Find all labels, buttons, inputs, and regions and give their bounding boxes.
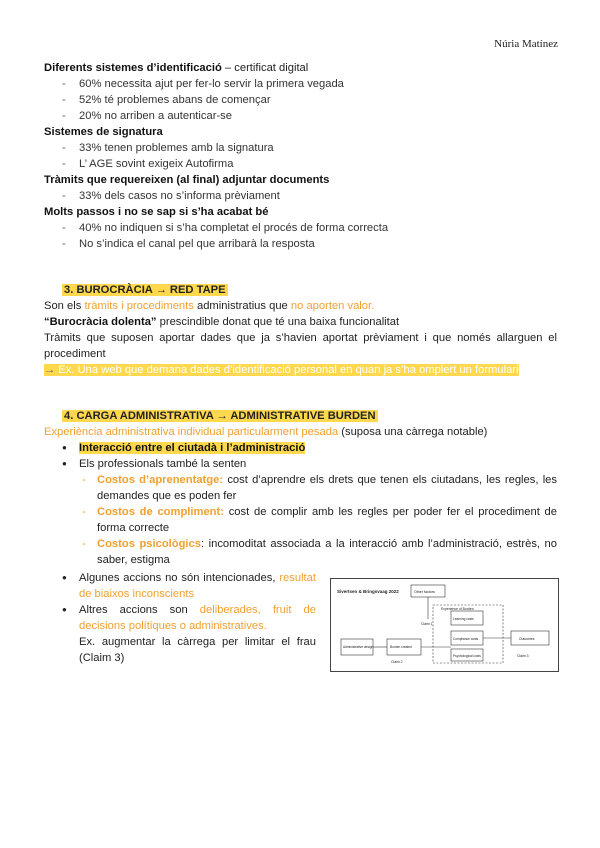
burden-diagram: [330, 578, 559, 672]
steps-list: [44, 220, 557, 252]
section4-list: [44, 440, 557, 472]
other-factors-label: Other factors: [414, 590, 435, 594]
list-item: - L’ AGE sovint exigeix Autofirma: [62, 156, 557, 172]
list-item: ● Altres accions son deliberades, fruit de decisions polítiques o administratives. Ex. augmentar la càrrega per limitar el frau (Claim 3): [62, 602, 316, 666]
section3-line1: Son els tràmits i procediments administratius que no aporten valor.: [44, 300, 375, 312]
signature-heading: Sistemes de signatura: [44, 126, 163, 138]
design-label: Administrative design: [343, 645, 374, 649]
list-item: - 60% necessita ajut per fer-lo servir la primera vegada: [62, 76, 557, 92]
list-item: - 52% té problemes abans de començar: [62, 92, 557, 108]
cost-item: - Costos d’aprenentatge: cost d’aprendre els drets que tenen els ciutadans, les regles, les demandes que es poden fer: [82, 472, 557, 504]
list-item: ● Algunes accions no són intencionades, resultat de biaixos inconscients: [62, 570, 316, 602]
list-item: - 33% tenen problemes amb la signatura: [62, 140, 557, 156]
documents-heading: Tràmits que requereixen (al final) adjuntar documents: [44, 174, 330, 186]
claim2-label: Claim 2: [391, 660, 403, 664]
list-item: - 33% dels casos no s’informa prèviament: [62, 188, 557, 204]
claim3-label: Claim 3: [517, 654, 529, 658]
outcome-label: Outcomes: [519, 637, 535, 641]
learning-label: Learning costs: [453, 617, 474, 621]
documents-list: [44, 188, 557, 204]
author-name: Núria Matínez: [494, 38, 558, 50]
list-item: - No s’indica el canal pel que arribarà la resposta: [62, 236, 557, 252]
section3-title: 3. BUROCRÀCIA → RED TAPE: [64, 284, 226, 296]
section4-list-2: [44, 570, 316, 666]
section4-intro: Experiència administrativa individual particularment pesada (suposa una càrrega notable): [44, 426, 488, 438]
experience-label: Experience of Burden: [441, 607, 474, 611]
psych-label: Psychological costs: [453, 654, 481, 658]
compliance-label: Compliance costs: [453, 637, 479, 641]
claim1-label: Claim 1: [421, 622, 433, 626]
section3-line3: Tràmits que suposen aportar dades que ja s’havien aportat prèviament i que només allarguen el procediment: [44, 332, 557, 360]
steps-heading: Molts passos i no se sap si s’ha acabat bé: [44, 206, 269, 218]
cost-item: - Costos psicològics: incomoditat associada a la interacció amb l’administració, estrès, no saber, estigma: [82, 536, 557, 568]
cost-item: - Costos de compliment: cost de complir amb les regles per poder fer el procediment de forma correcte: [82, 504, 557, 536]
diagram-title: Sivertsen & Bringsvaag 2022: [337, 589, 399, 594]
costs-list: [44, 472, 557, 568]
list-item: - 20% no arriben a autenticar-se: [62, 108, 557, 124]
page-content: [44, 60, 557, 666]
list-item: ● Interacció entre el ciutadà i l’administració: [62, 440, 557, 456]
burden-created-label: Burden created: [390, 645, 412, 649]
identification-heading: Diferents sistemes d’identificació – certificat digital: [44, 62, 309, 74]
section4-title: 4. CARGA ADMINISTRATIVA → ADMINISTRATIVE BURDEN: [64, 410, 376, 422]
list-item: ● Els professionals també la senten: [62, 456, 557, 472]
section3-example: → Ex. Una web que demana dades d’identificació personal en quan ja s’ha omplert un formulari: [44, 364, 519, 376]
identification-list: [44, 76, 557, 124]
list-item: - 40% no indiquen si s’ha completat el procés de forma correcta: [62, 220, 557, 236]
signature-list: [44, 140, 557, 172]
section3-line2: “Burocràcia dolenta” prescindible donat que té una baixa funcionalitat: [44, 316, 400, 328]
